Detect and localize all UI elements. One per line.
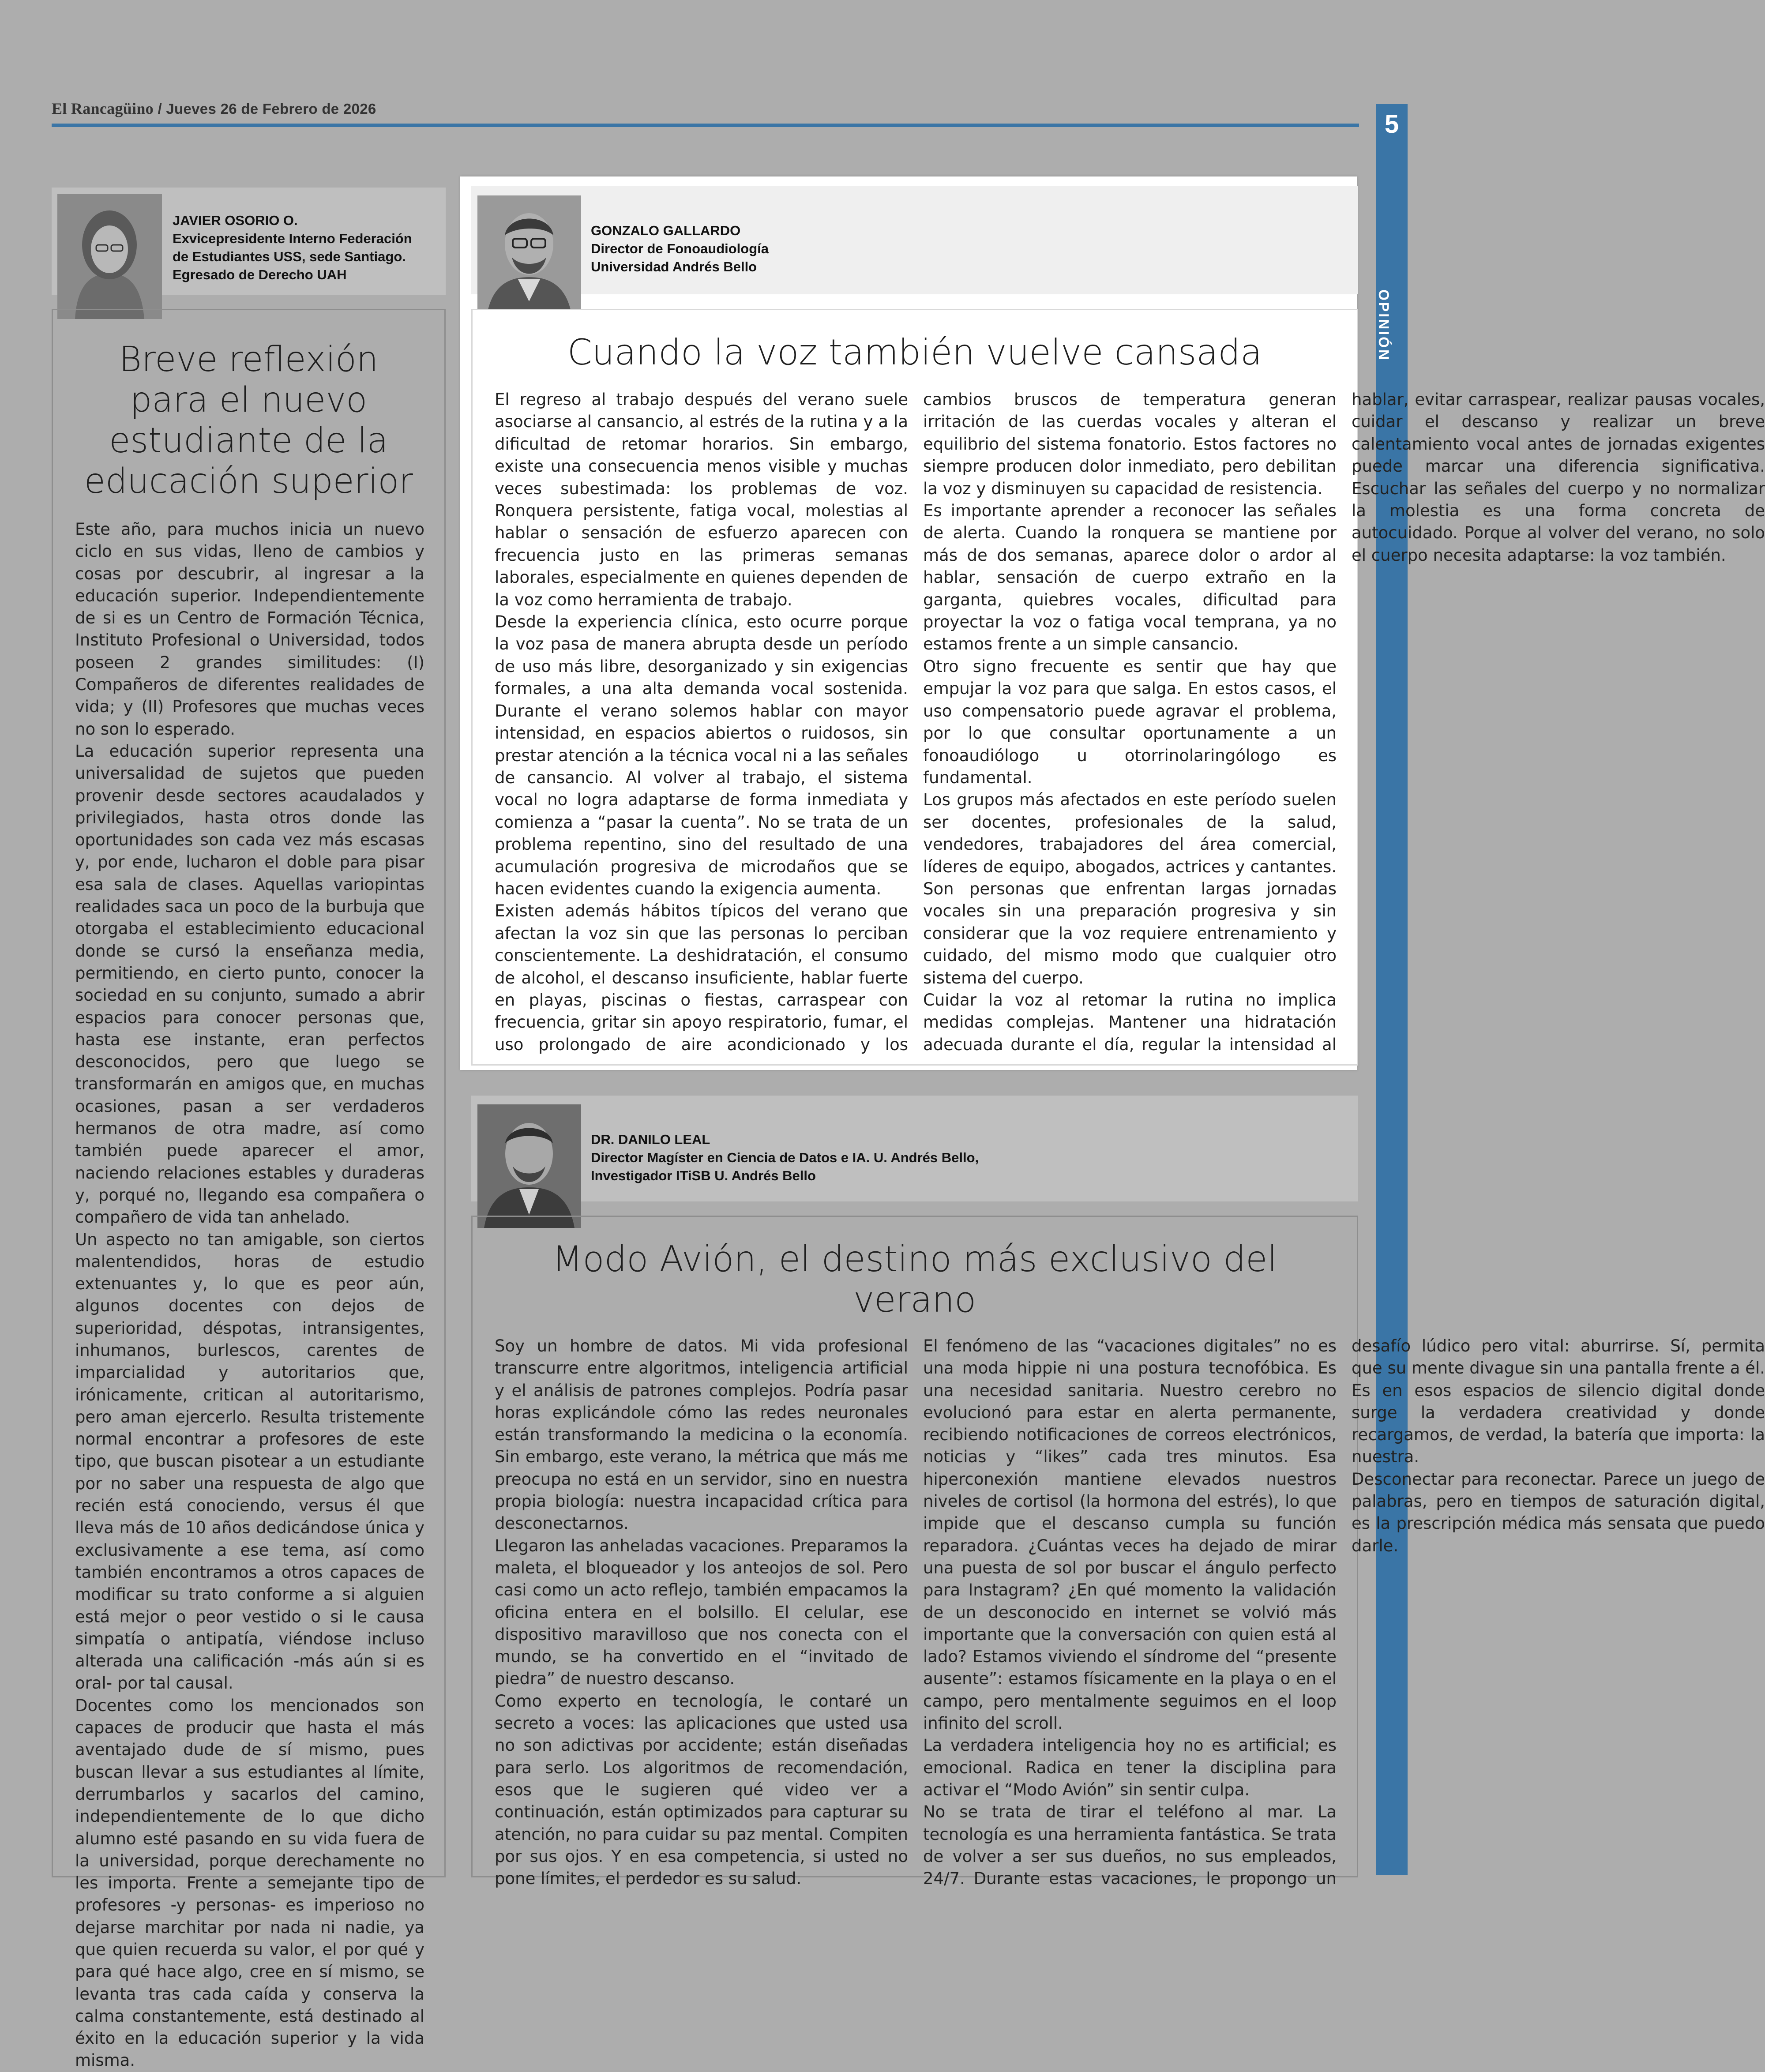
paragraph: Un aspecto no tan amigable, son ciertos malentendidos, horas de estudio extenuantes y, lo que es peor aún, algunos docentes con dejos de superioridad, déspotas, intransigentes, inhumanos, burlescos, carentes de imparcialidad y autoritarios que, irónicamente, critican al autoritarismo, pero aman ejercerlo. Resulta tristemente normal encontrar a profesores de este tipo, que buscan pisotear a un estudiante por no saber una respuesta de algo que recién está conociendo, versus él que lleva más de 10 años dedicándose única y exclusivamente a ese tema, así como también encontramos a otros capaces de modificar su trato conforme a si alguien está mejor o peor vestido o si le causa simpatía o antipatía, viéndose incluso alterada una calificación -más aún si es oral- por tal causal. <box>75 1230 424 1693</box>
page-number: 5 <box>1384 110 1399 139</box>
paragraph: Los grupos más afectados en este período suelen ser docentes, profesionales de la salud, vendedores, trabajadores del área comercial, líderes de equipo, abogados, actrices y cantantes. Son personas que enfrentan largas jornadas vocales sin una preparación progresiva y sin considerar que la voz requiere entrenamiento y cuidado, del mismo modo que cualquier otro sistema del cuerpo. <box>923 790 1337 987</box>
paragraph: Es importante aprender a reconocer las señales de alerta. Cuando la ronquera se mantiene por más de dos semanas, aparece dolor o ardor al hablar, sensación de cuerpo extraño en la garganta, quiebres vocales, dificultad para proyectar la voz o fatiga vocal temprana, ya no estamos frente a un simple cansancio. <box>923 501 1337 654</box>
section-label: OPINIÓN <box>1376 289 1392 362</box>
article-body <box>495 389 1765 1059</box>
paragraph: Otro signo frecuente es sentir que hay que empujar la voz para que salga. En estos casos, el uso compensatorio puede agravar el problema, por lo que consultar oportunamente a un fonoaudiólogo u otorrinolaringólogo es fundamental. <box>923 657 1337 787</box>
article-body <box>75 518 424 2072</box>
author-title-line: Investigador ITiSB U. Andrés Bello <box>591 1168 816 1183</box>
paragraph: Como experto en tecnología, le contaré un secreto a voces: las aplicaciones que usted usa no son adictivas por accidente; están diseñadas para serlo. Los algoritmos de recomendación, esos que le sugieren qué video ver a continuación, están optimizados para capturar su atención, no para cuidar su paz mental. Compiten por sus ojos. Y en esa competencia, si usted no pone límites, el perdedor es su salud. <box>495 1691 908 1888</box>
masthead <box>52 99 376 118</box>
article-headline: Cuando la voz también vuelve cansada <box>567 332 1262 373</box>
article-osorio <box>52 309 446 2070</box>
masthead-separator: / <box>158 101 162 117</box>
issue-date: Jueves 26 de Febrero de 2026 <box>166 101 376 117</box>
paragraph: El regreso al trabajo después del verano suele asociarse al cansancio, al estrés de la rutina y a la dificultad de retomar horarios. Sin embargo, existe una consecuencia menos visible y muchas veces subestimada: los problemas de voz. Ronquera persistente, fatiga vocal, molestias al hablar o sensación de esfuerzo aparecen con frecuencia justo en las primeras semanas laborales, especialmente en quienes dependen de la voz como herramienta de trabajo. <box>495 390 908 609</box>
paragraph: Desconectar para reconectar. Parece un juego de palabras, pero en tiempos de saturación digital, es la prescripción médica más sensata que puedo darle. <box>1352 1469 1765 1555</box>
paragraph: Cuidar la voz al retomar la rutina no implica medidas complejas. Mantener una hidratación adecuada durante el día, regular la intensidad al hablar, evitar carraspear, realizar pausas vocales, cuidar el descanso y realizar un breve calentamiento vocal antes de jornadas exigentes puede marcar una diferencia significativa. Escuchar las señales del cuerpo y no normalizar la molestia es una forma concreta de autocuidado. Porque al volver del verano, no solo el cuerpo necesita adaptarse: la voz también. <box>923 390 1765 1054</box>
article-leal <box>471 1216 1765 1888</box>
header-rule <box>52 124 1359 127</box>
author-info-gallardo <box>591 221 769 276</box>
author-photo-gallardo <box>477 195 581 319</box>
paper-name: El Rancagüino <box>52 100 154 117</box>
article-headline: Breve reflexión para el nuevo estudiante de la educación superior <box>84 340 413 501</box>
author-name: JAVIER OSORIO O. <box>173 213 298 228</box>
author-title-line: Director Magíster en Ciencia de Datos e IA. U. Andrés Bello, <box>591 1150 979 1165</box>
author-info-leal <box>591 1130 979 1185</box>
paragraph: Existen además hábitos típicos del verano que afectan la voz sin que las personas lo perciban conscientemente. La deshidratación, el consumo de alcohol, el descanso insuficiente, hablar fuerte en playas, piscinas o fiestas, carraspear con frecuencia, gritar sin apoyo respiratorio, fumar, el uso prolongado de aire acondicionado y los cambios bruscos de temperatura generan irritación de las cuerdas vocales y alteran el equilibrio del sistema fonatorio. Estos factores no siempre producen dolor inmediato, pero debilitan la voz y disminuyen su capacidad de resistencia. <box>495 390 1337 1054</box>
paragraph: La educación superior representa una universalidad de sujetos que pueden provenir desde sectores acaudalados y privilegiados, hasta otros donde las oportunidades son cada vez más escasas y, por ende, lucharon el doble para pisar esa sala de clases. Aquellas variopintas realidades saca un poco de la burbuja que otorgaba el establecimiento educacional donde se cursó la enseñanza media, permitiendo, en cierto punto, conocer la sociedad en su conjunto, sumado a abrir espacios para conocer personas que, hasta ese instante, eran perfectos desconocidos, pero que luego se transformarán en amigos que, en muchas ocasiones, pasan a ser verdaderos hermanos de otra madre, así como también puede aparecer el amor, naciendo relaciones estables y duraderas y, porqué no, llegando esa compañera o compañero de vida tan anhelado. <box>75 741 424 1227</box>
article-headline: Modo Avión, el destino más exclusivo del verano <box>552 1239 1277 1320</box>
author-photo-osorio <box>57 194 162 319</box>
author-title-line: de Estudiantes USS, sede Santiago. <box>173 249 406 264</box>
section-bar <box>1376 104 1408 1875</box>
paragraph: Soy un hombre de datos. Mi vida profesional transcurre entre algoritmos, inteligencia artificial y el análisis de patrones complejos. Podría pasar horas explicándole cómo las redes neuronales están transformando la medicina o la economía. Sin embargo, este verano, la métrica que más me preocupa no está en un servidor, sino en nuestra propia biología: nuestra incapacidad crítica para desconectarnos. <box>495 1336 908 1533</box>
author-title-line: Egresado de Derecho UAH <box>173 267 347 282</box>
paragraph: No se trata de tirar el teléfono al mar. La tecnología es una herramienta fantástica. Se trata de volver a ser sus dueños, no sus empleados, 24/7. Durante estas vacaciones, le propongo un desafío lúdico pero vital: aburrirse. Sí, permita que su mente divague sin una pantalla frente a él. Es en esos espacios de silencio digital donde surge la verdadera creatividad y donde recargamos, de verdad, la batería que importa: la nuestra. <box>923 1336 1765 1888</box>
paragraph: Docentes como los mencionados son capaces de producir que hasta el más aventajado dude de sí mismo, pues buscan llevar a sus estudiantes al límite, derrumbarlos y sacarlos del camino, independientemente de lo que dicho alumno esté pasando en su vida fuera de la universidad, porque derechamente no les importa. Frente a semejante tipo de profesores -y personas- es imperioso no dejarse marchitar por nada ni nadie, ya que quien recuerda su valor, el por qué y para qué hace algo, cree en sí mismo, se levanta tras cada caída y conserva la calma constantemente, está destinado al éxito en la educación superior y la vida misma. <box>75 1696 424 2070</box>
author-photo-leal <box>477 1104 581 1228</box>
author-name: GONZALO GALLARDO <box>591 223 741 238</box>
paragraph: Este año, para muchos inicia un nuevo ciclo en sus vidas, lleno de cambios y cosas por descubrir, al ingresar a la educación superior. Independientemente de si es un Centro de Formación Técnica, Instituto Profesional o Universidad, todos poseen 2 grandes similitudes: (I) Compañeros de diferentes realidades de vida; y (II) Profesores que muchas veces no son lo esperado. <box>75 520 424 739</box>
paragraph: El fenómeno de las “vacaciones digitales” no es una moda hippie ni una postura tecnofóbica. Es una necesidad sanitaria. Nuestro cerebro no evolucionó para estar en alerta permanente, recibiendo notificaciones de correos electrónicos, noticias y “likes” cada tres minutos. Esa hiperconexión mantiene elevados nuestros niveles de cortisol (la hormona del estrés), lo que impide que el descanso cumpla su función reparadora. ¿Cuántas veces ha dejado de mirar una puesta de sol por buscar el ángulo perfecto para Instagram? ¿En qué momento la validación de un desconocido en internet se volvió más importante que la conversación con quien está al lado? Estamos viviendo el síndrome del “presente ausente”: estamos físicamente en la playa o en el campo, pero mentalmente seguimos en el loop infinito del scroll. <box>923 1336 1337 1733</box>
paragraph: Desde la experiencia clínica, esto ocurre porque la voz pasa de manera abrupta desde un período de uso más libre, desorganizado y sin exigencias formales, a una alta demanda vocal sostenida. Durante el verano solemos hablar con mayor intensidad, en espacios abiertos o ruidosos, sin prestar atención a la técnica vocal ni a las señales de cansancio. Al volver al trabajo, el sistema vocal no logra adaptarse de forma inmediata y comienza a “pasar la cuenta”. No se trata de un problema repentino, sino del resultado de una acumulación progresiva de microdaños que se hacen evidentes cuando la exigencia aumenta. <box>495 612 908 898</box>
article-body <box>495 1335 1765 1909</box>
author-info-osorio <box>173 211 412 284</box>
author-title-line: Exvicepresidente Interno Federación <box>173 231 412 246</box>
author-name: DR. DANILO LEAL <box>591 1132 710 1147</box>
paragraph: Llegaron las anheladas vacaciones. Preparamos la maleta, el bloqueador y los anteojos de sol. Pero casi como un acto reflejo, también empacamos la oficina entera en el bolsillo. El celular, ese dispositivo maravilloso que nos conecta con el mundo, se ha convertido en el “invitado de piedra” de nuestro descanso. <box>495 1536 908 1689</box>
author-title-line: Director de Fonoaudiología <box>591 241 769 256</box>
author-title-line: Universidad Andrés Bello <box>591 259 757 274</box>
paragraph: La verdadera inteligencia hoy no es artificial; es emocional. Radica en tener la disciplina para activar el “Modo Avión” sin sentir culpa. <box>923 1736 1337 1799</box>
